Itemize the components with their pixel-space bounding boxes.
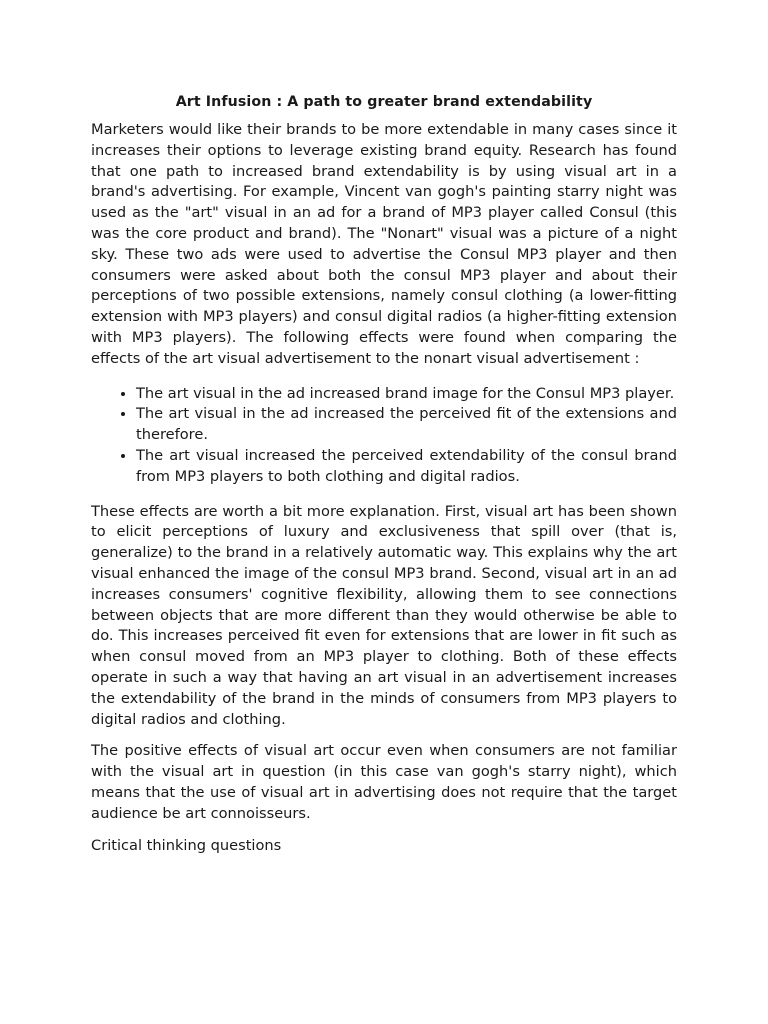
document-title: Art Infusion : A path to greater brand extendability xyxy=(175,94,593,110)
paragraph-familiarity: The positive effects of visual art occur even when consumers are not familiar with the visual art in question (in this case van gogh's starry night), which means that the use of visual art in advertising does not require that the target audience be art connoisseurs. xyxy=(91,742,677,822)
section-heading: Critical thinking questions xyxy=(91,836,282,854)
list-item: • The art visual increased the perceived extendability of the consul brand from MP3 players to both clothing and digital radios. xyxy=(136,446,677,488)
document-page xyxy=(91,92,677,856)
effects-list xyxy=(91,384,677,488)
list-item: • The art visual in the ad increased the perceived fit of the extensions and therefore. xyxy=(136,404,677,446)
list-item: • The art visual in the ad increased brand image for the Consul MP3 player. xyxy=(136,384,677,405)
paragraph-explanation: These effects are worth a bit more explanation. First, visual art has been shown to elicit perceptions of luxury and exclusiveness that spill over (that is, generalize) to the brand in a relatively automatic way. This explains why the art visual enhanced the image of the consul MP3 brand. Second, visual art in an ad increases consumers' cognitive flexibility, allowing them to see connections between objects that are more different than they would otherwise be able to do. This increases perceived fit even for extensions that are lower in fit such as when consul moved from an MP3 player to clothing. Both of these effects operate in such a way that having an art visual in an advertisement increases the extendability of the brand in the minds of consumers from MP3 players to digital radios and clothing. xyxy=(91,502,677,728)
paragraph-intro: Marketers would like their brands to be more extendable in many cases since it increases their options to leverage existing brand equity. Research has found that one path to increased brand extendability is by using visual art in a brand's advertising. For example, Vincent van gogh's painting starry night was used as the "art" visual in an ad for a brand of MP3 player called Consul (this was the core product and brand). The "Nonart" visual was a picture of a night sky. These two ads were used to advertise the Consul MP3 player and then consumers were asked about both the consul MP3 player and about their perceptions of two possible extensions, namely consul clothing (a lower-fitting extension with MP3 players) and consul digital radios (a higher-fitting extension with MP3 players). The following effects were found when comparing the effects of the art visual advertisement to the nonart visual advertisement : xyxy=(91,121,677,367)
